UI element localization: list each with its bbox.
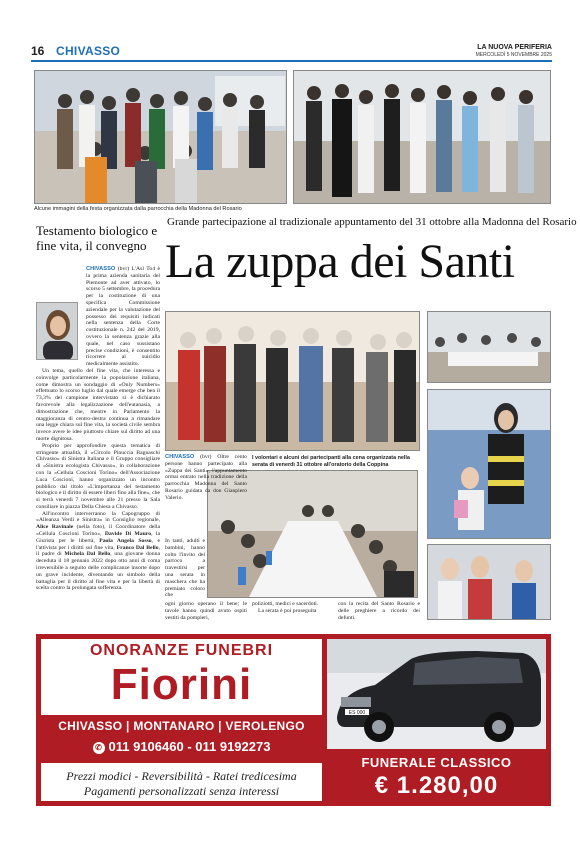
ad-tagline-2: Pagamenti personalizzati senza interessi — [83, 784, 280, 798]
sidebar-title: Testamento biologico e fine vita, il convegno — [36, 223, 158, 253]
sidebar-paragraph-2: Un tema, quello del fine vita, che interessa e coinvolge particolarmente la popolazione italiana, come dimostra un sondaggio di «Only Numbers» effettuato lo scorso luglio dal quale emerge che ben il 73,3% del campione intervistato si è dichiarato favorevole alla legalizzazione dell'eutanasia, a dimostrazione che, mentre in Parlamento la maggioranza di centro-destra continua a rimandare una legge chiara sul fine vita, la società civile sembra invece avere le idee piuttosto chiare sul diritto ad una morte dignitosa. — [36, 367, 160, 442]
ad-offer: FUNERALE CLASSICO — [361, 755, 512, 770]
phone-icon: ✆ — [93, 742, 105, 754]
sidebar-location: CHIVASSO — [86, 266, 116, 272]
article-kicker: Grande partecipazione al tradizionale appuntamento del 31 ottobre alla Madonna del Rosario — [167, 216, 577, 228]
photo-firefighter — [427, 389, 551, 539]
ad-line-1: ONORANZE FUNEBRI — [89, 642, 274, 659]
sidebar-paragraph-4: All'incontro interverranno la Capogruppo di «Alleanza Verdi e Sinistra» in Consiglio regionale, Alice Ravinale (nella foto), il Coordinatore della «Cellula Coscioni Torino», Davide Di Mauro, la Giurista per le libertà, Paola Angela Sosso, e l'attivista per i diritti sul fine vita, Franco Dal Bello, il padre di Michela Dal Bello, una giovane donna deceduta il 18 gennaio 2022 dopo otto anni di coma irreversibile a seguito delle complicanze insorte dopo un grave incidente, diventando un simbolo della battaglia per il diritto al fine vita e per la libertà di scelta contro la prolungata sofferenza. — [36, 510, 160, 592]
section-name: CHIVASSO — [56, 44, 121, 58]
article-column-1b: In tanti, adulti e bambini, hanno colto l'invito del parroco a travestirsi per una serata in maschera che ha premiato coloro che — [165, 538, 205, 599]
ad-contact-bar — [41, 715, 322, 763]
photo-volunteers — [165, 311, 420, 451]
photo-party-group-1 — [34, 70, 287, 204]
sidebar-intro: (bvr) L'Asl To4 è la prima azienda sanitaria del Piemonte ad aver attivato, lo scorso 5 settembre, la procedura per la costituzione di una specifica Commissione aziendale per la valutazione del possesso dei requisiti indicati nella sentenza della Corte costituzionale n. 242 del 2019, ovvero la sentenza grazie alla quale, nel caso sussistano precise condizioni, è consentito ricorrere al suicidio medicalmente assistito. — [86, 266, 160, 368]
top-photo-caption: Alcune immagini della festa organizzata dalla parrocchia della Madonna del Rosario — [34, 206, 242, 212]
volunteers-caption: I volontari e alcuni dei partecipanti alla cena organizzata nella serata di venerdì 31 ottobre all'oratorio della Coppina — [252, 455, 410, 468]
photo-children — [427, 544, 551, 620]
article-column-3: con la recita del Santo Rosario e delle preghiere a ricordo dei defunti. — [338, 601, 420, 621]
article-column-1: CHIVASSO (bvr) Oltre cento persone hanno partecipato alla «Zuppa dei Santi», l'appuntamento ormai entrato nella tradizione della parrocchia Madonna del Santo Rosario guidata da don Gianpiero Valerio. — [165, 454, 248, 501]
hearse-photo — [327, 639, 546, 749]
article-column-1c: ogni giorno operano il bene; le tavole hanno quindi avuto ospiti vestiti da pompieri, — [165, 601, 247, 621]
ad-places: CHIVASSO | MONTANARO | VEROLENGO — [58, 719, 305, 733]
ad-phones: ✆ 011 9106460 - 011 9192273 — [41, 739, 322, 754]
license-plate: ES 000 — [348, 710, 366, 716]
issue-date: MERCOLEDÌ 5 NOVEMBRE 2025 — [475, 52, 552, 58]
article-headline: La zuppa dei Santi — [165, 235, 515, 288]
ad-tagline-1: Prezzi modici - Reversibilità - Ratei tredicesima — [66, 769, 297, 783]
article-column-2: poliziotti, medici e sacerdoti. La serata è poi proseguita — [252, 601, 319, 614]
ad-text-panel — [41, 639, 322, 801]
ad-brand: Fiorini — [110, 660, 253, 709]
sidebar-body — [36, 266, 160, 592]
page-number: 16 — [31, 44, 45, 58]
header-rule — [31, 60, 552, 62]
publication-name: LA NUOVA PERIFERIA — [477, 44, 552, 51]
photo-party-group-2 — [293, 70, 551, 204]
sidebar-paragraph-3: Proprio per approfondire questa tematica di stringente attualità, il «Circolo Pinuccia Bagnaschi Chivasso» di Sinistra Italiana e il Gruppo consigliare di «Sinistra ecologista Chivasso», in collaborazione con la «Cellula Coscioni Torino» dell'Associazione Luca Coscioni, hanno organizzato un incontro pubblico dal titolo «L'importanza del testamento biologico e il diritto di essere liberi fino alla fine», che si terrà venerdì 7 novembre alle 21 presso la Sala consiliare in piazza Della Chiesa a Chivasso. — [36, 442, 160, 510]
ad-price: € 1.280,00 — [374, 772, 499, 799]
article-location: CHIVASSO — [165, 454, 195, 460]
funeral-advertisement — [36, 634, 551, 806]
photo-dining-hall — [427, 311, 551, 383]
